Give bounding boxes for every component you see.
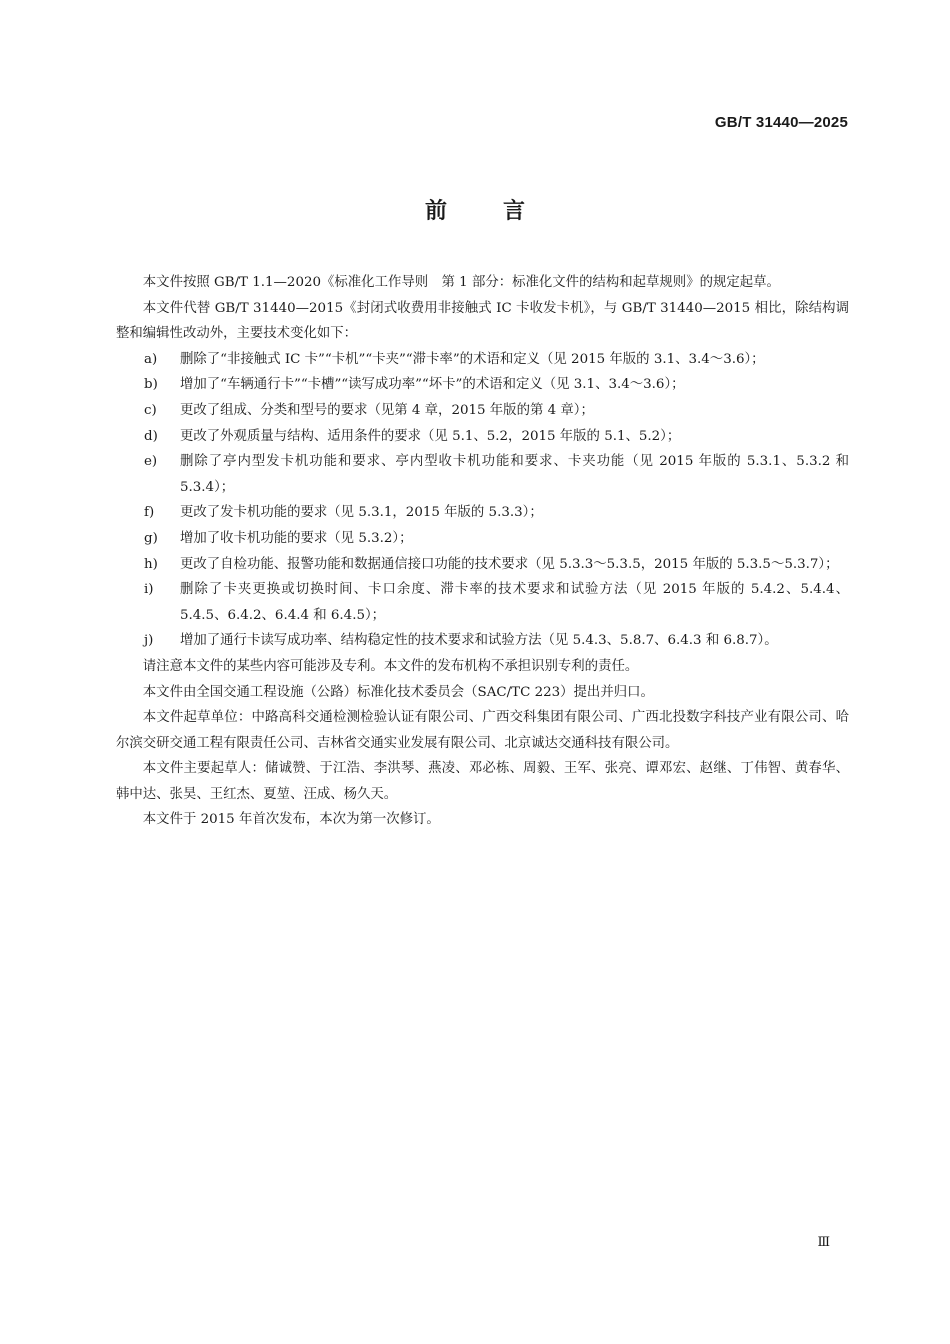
foreword-body [116, 270, 849, 833]
list-item [116, 526, 849, 552]
paragraph: 本文件代替 GB/T 31440—2015《封闭式收费用非接触式 IC 卡收发卡机》，与 GB/T 31440—2015 相比，除结构调整和编辑性改动外，主要技术变化如下： [116, 300, 849, 342]
changes-list [116, 347, 849, 654]
list-item [116, 424, 849, 450]
paragraph: 本文件起草单位：中路高科交通检测检验认证有限公司、广西交科集团有限公司、广西北投数字科技产业有限公司、哈尔滨交研交通工程有限责任公司、吉林省交通实业发展有限公司、北京诚达交通科技有限公司。 [116, 710, 849, 751]
list-item-text: 删除了亭内型发卡机功能和要求、亭内型收卡机功能和要求、卡夹功能（见 2015 年版的 5.3.1、5.3.2 和 5.3.4）； [180, 454, 849, 495]
list-marker: i) [144, 582, 154, 598]
list-marker: f) [144, 505, 155, 521]
list-item [116, 372, 849, 398]
list-item [116, 398, 849, 424]
list-item-text: 更改了自检功能、报警功能和数据通信接口功能的技术要求（见 5.3.3～5.3.5，2015 年版的 5.3.5～5.3.7）； [180, 556, 839, 572]
list-item-text: 更改了外观质量与结构、适用条件的要求（见 5.1、5.2，2015 年版的 5.1、5.2）； [180, 428, 681, 444]
page-number: Ⅲ [817, 1235, 830, 1250]
list-marker: d) [144, 428, 158, 444]
list-item-text: 增加了“车辆通行卡”“卡槽”“读写成功率”“坏卡”的术语和定义（见 3.1、3.4～3.6）； [180, 377, 685, 393]
paragraph: 请注意本文件的某些内容可能涉及专利。本文件的发布机构不承担识别专利的责任。 [142, 658, 639, 674]
list-item [116, 552, 849, 578]
list-marker: g) [144, 530, 158, 546]
list-marker: h) [144, 556, 158, 572]
list-item [116, 577, 849, 628]
list-marker: b) [144, 377, 158, 393]
page-title: 前言 [424, 199, 581, 224]
paragraph: 本文件按照 GB/T 1.1—2020《标准化工作导则 第 1 部分：标准化文件的结构和起草规则》的规定起草。 [142, 275, 780, 290]
list-item [116, 628, 849, 654]
list-item-text: 删除了“非接触式 IC 卡”“卡机”“卡夹”“滞卡率”的术语和定义（见 2015 年版的 3.1、3.4～3.6）； [180, 351, 765, 367]
list-item-text: 更改了组成、分类和型号的要求（见第 4 章，2015 年版的第 4 章）； [180, 402, 594, 418]
paragraph: 本文件于 2015 年首次发布，本次为第一次修订。 [142, 812, 440, 828]
list-marker: j) [144, 633, 154, 649]
list-marker: e) [144, 454, 158, 470]
paragraph: 本文件由全国交通工程设施（公路）标准化技术委员会（SAC/TC 223）提出并归口。 [142, 684, 654, 700]
standard-number: GB/T 31440—2025 [714, 114, 848, 131]
list-item-text: 更改了发卡机功能的要求（见 5.3.1，2015 年版的 5.3.3）； [180, 505, 543, 521]
list-item [116, 347, 849, 373]
paragraph: 本文件主要起草人：储诚赞、于江浩、李洪琴、燕凌、邓必栋、周毅、王军、张亮、谭邓宏、赵继、丁伟智、黄春华、韩中达、张昊、王红杰、夏堃、汪成、杨久天。 [116, 761, 849, 802]
list-item [116, 500, 849, 526]
list-marker: c) [144, 402, 157, 418]
list-item-text: 增加了通行卡读写成功率、结构稳定性的技术要求和试验方法（见 5.4.3、5.8.7、6.4.3 和 6.8.7）。 [180, 633, 778, 649]
list-item-text: 删除了卡夹更换或切换时间、卡口余度、滞卡率的技术要求和试验方法（见 2015 年版的 5.4.2、5.4.4、5.4.5、6.4.2、6.4.4 和 6.4.5）； [180, 582, 849, 623]
list-marker: a) [144, 351, 158, 367]
list-item [116, 449, 849, 500]
list-item-text: 增加了收卡机功能的要求（见 5.3.2）； [180, 530, 413, 546]
